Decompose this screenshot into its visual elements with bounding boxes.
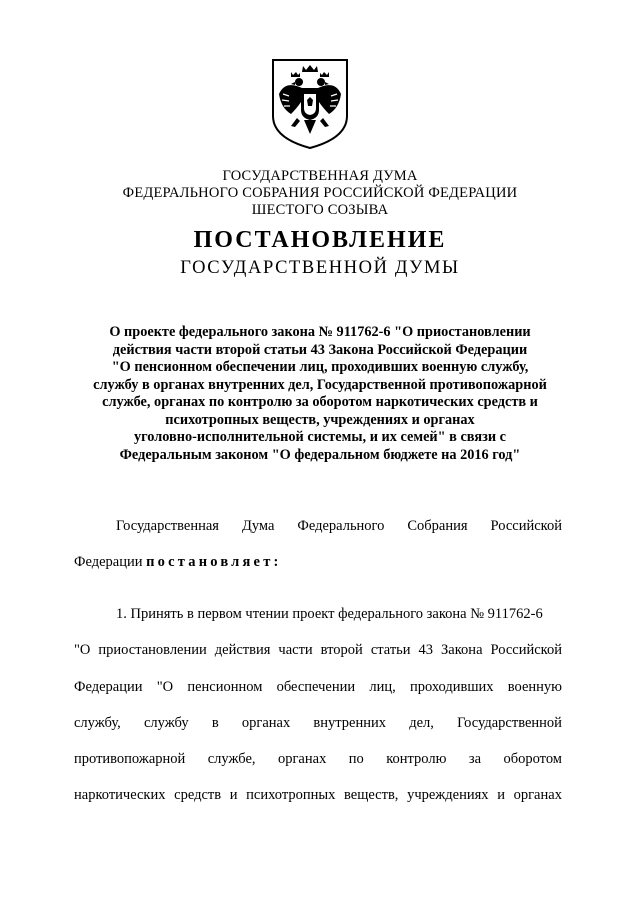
word: веществ, (344, 787, 399, 803)
word: органах (241, 715, 291, 731)
word: учреждениях (407, 787, 489, 803)
word: противопожарной (74, 751, 186, 767)
word: дел, (409, 715, 434, 731)
word: "О (74, 642, 91, 658)
header-org-line-2: ФЕДЕРАЛЬНОГО СОБРАНИЯ РОССИЙСКОЙ ФЕДЕРАЦИИ (122, 185, 518, 201)
word: части (278, 642, 313, 658)
word: Закона (441, 642, 483, 658)
subject-line: "О пенсионном обеспечении лиц, проходивших военную службу, (111, 359, 529, 375)
subject-line: действия части второй статьи 43 Закона Российской Федерации (112, 341, 528, 358)
preamble-line-2 (74, 552, 282, 572)
word: средств (174, 787, 222, 803)
subject-line: службе, органах по контролю за оборотом наркотических средств и (102, 394, 538, 410)
subject-line: психотропных веществ, учреждениях и органах (165, 411, 475, 428)
word: службу (144, 715, 189, 731)
word: Государственная (116, 518, 219, 534)
clause-1-line-1: 1. Принять в первом чтении проект федерального закона № 911762-6 (116, 606, 543, 622)
word: по (348, 751, 364, 767)
word: Собрания (407, 518, 468, 534)
word: контролю (386, 751, 447, 767)
word: Дума (241, 518, 275, 534)
word: оборотом (503, 751, 562, 767)
word: за (468, 751, 482, 767)
word: пенсионном (187, 679, 263, 695)
subject-line: службу в органах внутренних дел, Государственной противопожарной (93, 376, 547, 393)
word: Федерации (74, 679, 143, 695)
document-title: ПОСТАНОВЛЕНИЕ (193, 227, 447, 253)
word: Российской (490, 518, 562, 534)
word: 43 (418, 642, 434, 658)
subject-line: О проекте федерального закона № 911762-6 "О приостановлении (109, 324, 531, 340)
clause-1-line-2 (74, 640, 562, 660)
document-subtitle: ГОСУДАРСТВЕННОЙ ДУМЫ (180, 258, 460, 278)
word: Российской (490, 642, 562, 658)
header-org-line-1: ГОСУДАРСТВЕННАЯ ДУМА (222, 168, 418, 184)
word: органах (513, 787, 562, 803)
word: наркотических (74, 787, 166, 803)
word: Федерального (297, 518, 385, 534)
word: и (229, 787, 238, 803)
word: психотропных (246, 787, 336, 803)
subject-line: Федеральным законом "О федеральном бюджете на 2016 год" (119, 446, 521, 463)
word: военную (507, 679, 562, 695)
preamble-prefix: Федерации (74, 554, 143, 570)
word: внутренних (313, 715, 386, 731)
word: в (211, 715, 219, 731)
word: "О (156, 679, 174, 695)
subject-heading (70, 324, 570, 464)
word: службу, (74, 715, 121, 731)
word: обеспечении (276, 679, 356, 695)
word: службе, (207, 751, 256, 767)
clause-1-line-6 (74, 785, 562, 805)
word: лиц, (369, 679, 396, 695)
coat-of-arms-emblem (271, 58, 349, 150)
word: статьи (370, 642, 411, 658)
preamble-resolves: постановляет: (146, 554, 282, 570)
clause-1-line-3 (74, 677, 562, 697)
subject-line: уголовно-исполнительной системы, и их семей" в связи с (134, 429, 506, 445)
word: приостановлении (98, 642, 207, 658)
clause-1-line-5 (74, 749, 562, 769)
word: и (497, 787, 505, 803)
word: органах (277, 751, 327, 767)
preamble-line-1 (116, 516, 562, 536)
word: Государственной (457, 715, 562, 731)
word: действия (214, 642, 271, 658)
clause-1-line-4 (74, 713, 562, 733)
word: проходивших (409, 679, 494, 695)
word: второй (320, 642, 363, 658)
header-convocation: ШЕСТОГО СОЗЫВА (251, 202, 389, 218)
